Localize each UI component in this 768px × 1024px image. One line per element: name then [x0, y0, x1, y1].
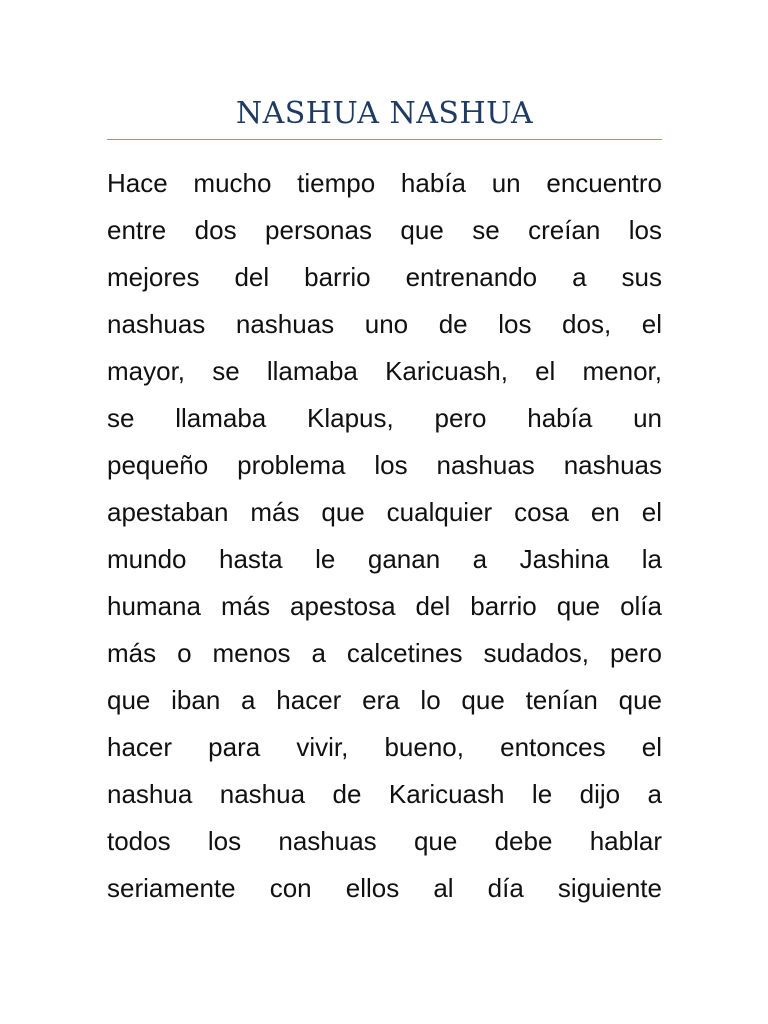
paragraph-line: nashua nashua de Karicuash le dijo a	[107, 779, 662, 809]
paragraph-line: mundo hasta le ganan a Jashina la	[107, 544, 662, 574]
document-title: NASHUA NASHUA	[235, 96, 534, 131]
paragraph-line: Hace mucho tiempo había un encuentro	[107, 168, 662, 198]
paragraph-line: se llamaba Klapus, pero había un	[107, 403, 662, 433]
paragraph-line: entre dos personas que se creían los	[107, 215, 662, 245]
paragraph-line: nashuas nashuas uno de los dos, el	[107, 309, 662, 339]
document-body	[107, 160, 662, 912]
paragraph-line: más o menos a calcetines sudados, pero	[107, 638, 662, 668]
paragraph-line: seriamente con ellos al día siguiente	[107, 873, 662, 903]
paragraph-line: apestaban más que cualquier cosa en el	[107, 497, 662, 527]
title-underline-rule	[107, 139, 662, 140]
paragraph-line: hacer para vivir, bueno, entonces el	[107, 732, 662, 762]
paragraph-line: todos los nashuas que debe hablar	[107, 826, 662, 856]
paragraph-line: pequeño problema los nashuas nashuas	[107, 450, 662, 480]
paragraph-line: mayor, se llamaba Karicuash, el menor,	[107, 356, 662, 386]
paragraph-line: que iban a hacer era lo que tenían que	[107, 685, 662, 715]
paragraph-line: humana más apestosa del barrio que olía	[107, 591, 662, 621]
paragraph-line: mejores del barrio entrenando a sus	[107, 262, 662, 292]
